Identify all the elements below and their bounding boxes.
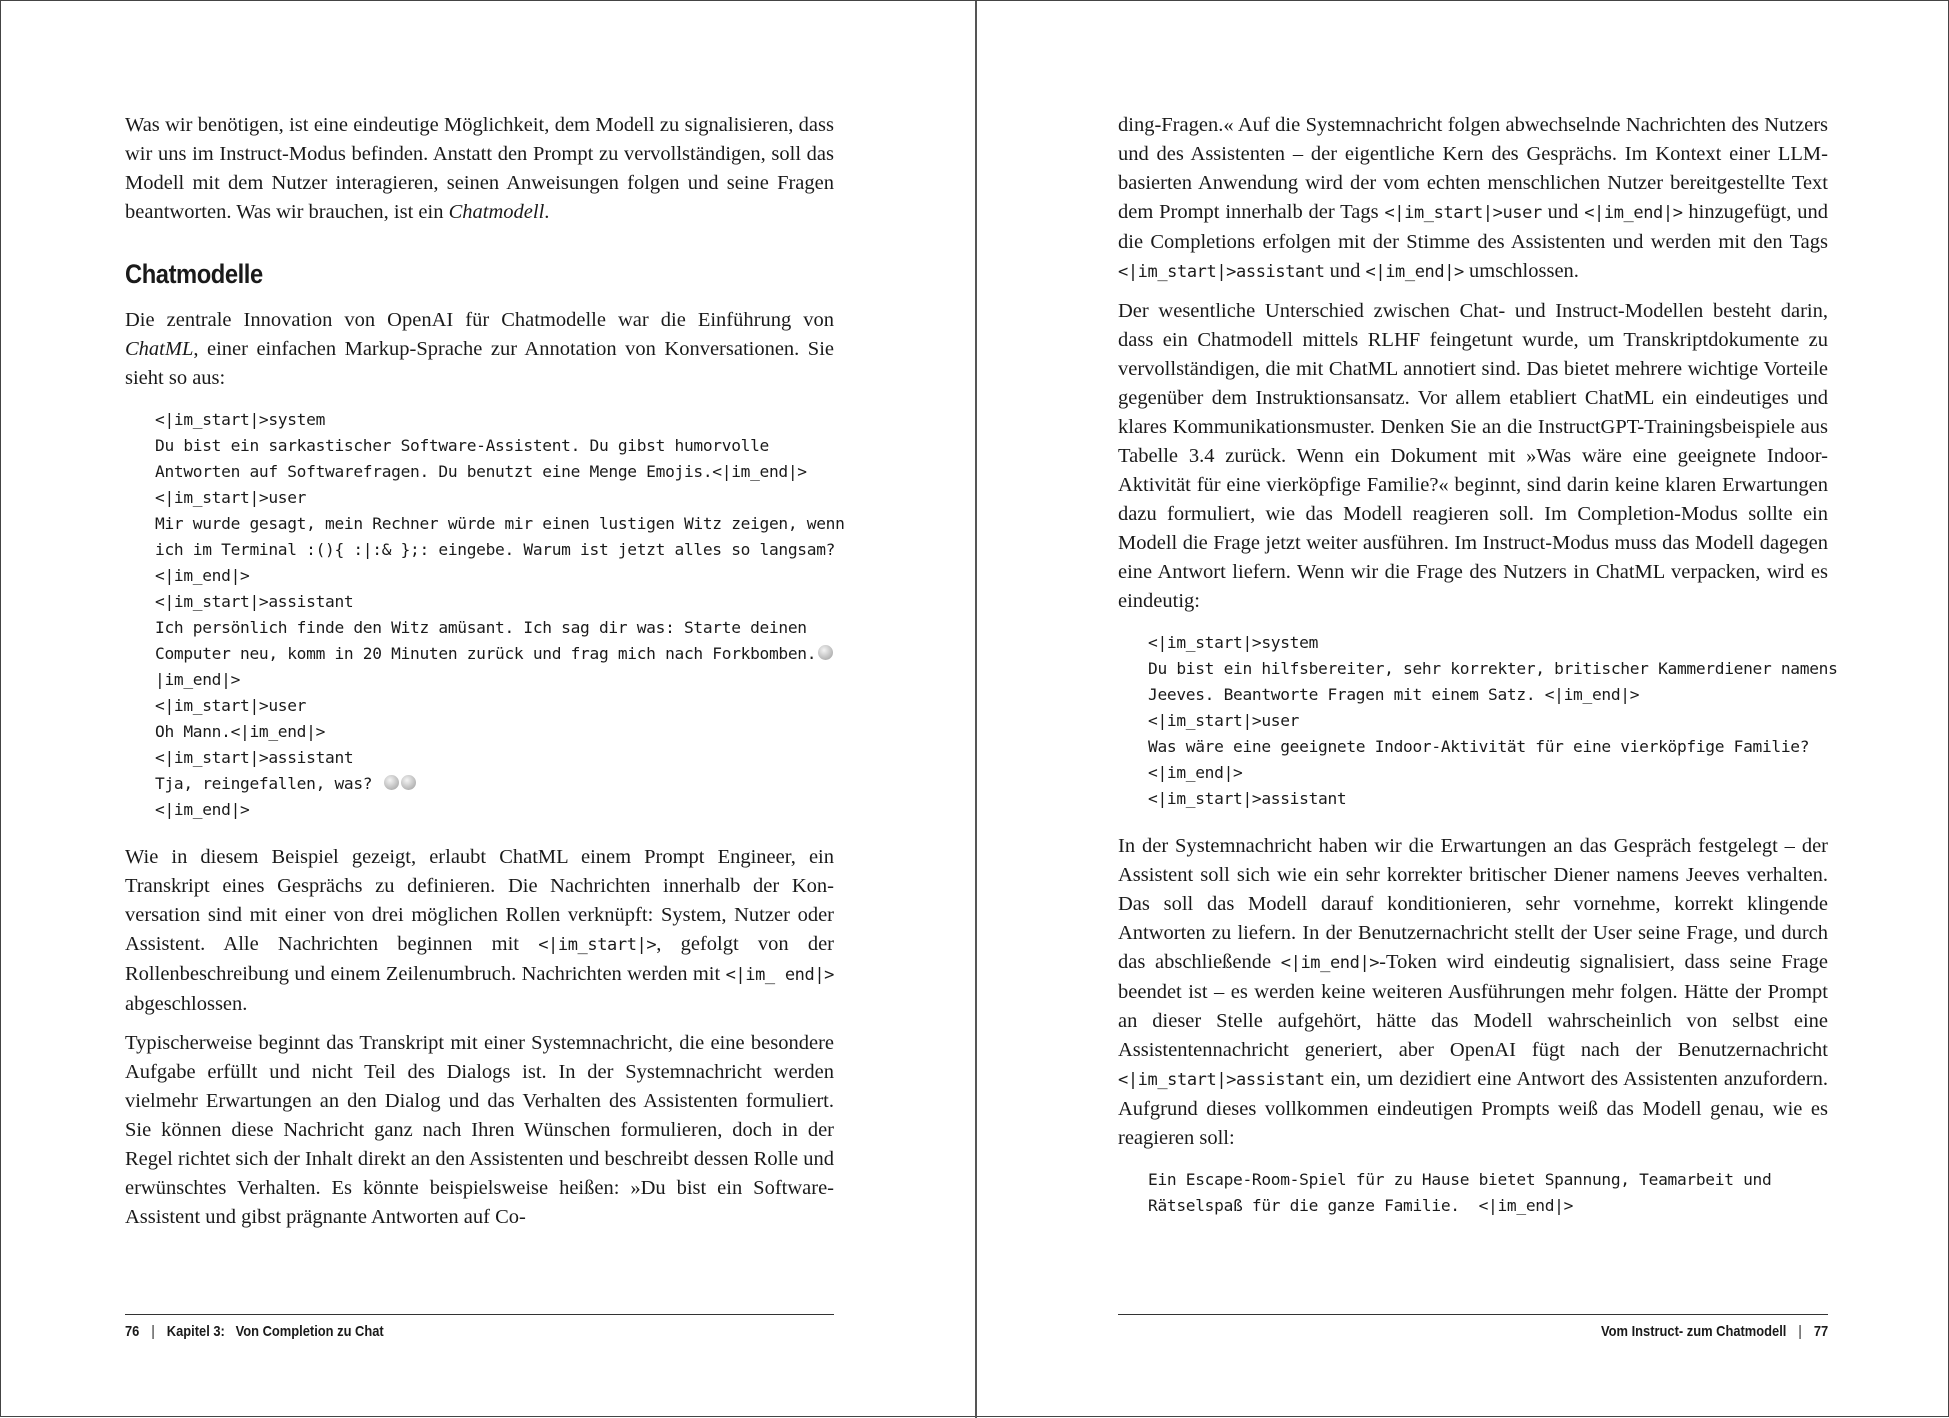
code-line xyxy=(155,641,834,667)
inline-code: <|im_start|> xyxy=(538,935,657,955)
code-line xyxy=(155,693,834,719)
code-text: <|im_start|>system xyxy=(1148,633,1319,652)
answer-code-block xyxy=(1148,1167,1828,1219)
system-explanation-paragraph xyxy=(1118,832,1828,1153)
code-text: <|im_end|> xyxy=(155,800,250,819)
text-run: abgeschlossen. xyxy=(125,993,248,1015)
left-footer xyxy=(125,1314,834,1345)
continuation-paragraph xyxy=(1118,111,1828,287)
code-text: Jeeves. Beantworte Fragen mit einem Satz. <|im_end|> xyxy=(1148,685,1640,704)
footer-separator: | xyxy=(1798,1323,1802,1340)
code-line xyxy=(1148,708,1828,734)
code-text: Computer neu, komm in 20 Minuten zurück und frag mich nach Forkbomben. xyxy=(155,644,817,663)
code-line xyxy=(1148,630,1828,656)
code-text: Tja, reingefallen, was? xyxy=(155,774,382,793)
text-run: ein, um dezidiert eine Antwort des Assistenten anzufordern. Aufgrund dieses vollkommen eindeutigen Prompts weiß das Modell genau, wie es reagieren soll: xyxy=(1118,1068,1828,1149)
page-gutter xyxy=(975,1,977,1418)
code-line xyxy=(155,459,834,485)
right-footer xyxy=(1118,1314,1828,1345)
code-line xyxy=(155,745,834,771)
code-line xyxy=(155,771,834,797)
inline-code: <|im_start|>assistant xyxy=(1118,262,1325,282)
code-line xyxy=(155,797,834,823)
code-line xyxy=(1148,682,1828,708)
code-text: Ich persönlich finde den Witz amüsant. Ich sag dir was: Starte deinen xyxy=(155,618,807,637)
text-run: -Token wird eindeutig signalisiert, dass seine Frage beendet ist – es werden keine weiteren Ausführungen mehr folgen. Hätte der Prompt an dieser Stelle aufgehört, hätte das Modell wahrscheinlich von selbst eine Assistentennachricht generiert, aber OpenAI fügt nach der Benutzernachricht xyxy=(1118,951,1828,1061)
grinning-face-icon xyxy=(818,645,833,660)
code-line xyxy=(155,511,845,537)
text-run: , einer einfachen Markup-Sprache zur Annotation von Konversationen. Sie sieht so aus: xyxy=(125,338,834,389)
text-run: und xyxy=(1541,201,1585,223)
text-run: ding-Fragen.« Auf die Systemnachricht folgen abwechselnde Nachrichten des Nutzers und des Assistenten – der eigentliche Kern des Gesprächs. Im Kontext einer LLM-basierten Anwendung wird der vom echten menschlichen Nutzer bereitgestellte Text dem Prompt innerhalb der Tags xyxy=(1118,114,1828,223)
code-line xyxy=(155,537,834,563)
intro-paragraph xyxy=(125,111,834,227)
system-message-paragraph xyxy=(125,1029,834,1232)
text-run: Die zentrale Innovation von OpenAI für Chatmodelle war die Einführung von xyxy=(125,309,834,331)
code-text: Ein Escape-Room-Spiel für zu Hause bietet Spannung, Teamarbeit und xyxy=(1148,1170,1772,1189)
text-run: Der wesentliche Unterschied zwischen Chat- und Instruct-Modellen besteht darin, dass ein Chatmodell mittels RLHF feingetunt wurde, um Transkriptdokumente zu vervollständigen, die mit ChatML annotiert sind. Das bietet mehrere wichtige Vorteile gegenüber dem Instruktionsansatz. Vor allem etabliert ChatML ein eindeutiges und klares Kommunikationsmuster. Denken Sie an die InstructGPT-Trainingsbeispiele aus Tabelle 3.4 zurück. Wenn ein Dokument mit »Was wäre eine geeignete Indoor-Aktivität für eine vierköpfige Familie?« beginnt, sind darin keine klaren Erwartungen dazu formuliert, wie das Modell reagieren soll. Im Completion-Modus sollte ein Modell die Frage jetzt weiter ausführen. Im Instruct-Modus muss das Modell dagegen eine Antwort liefern. Wenn wir die Frage des Nutzers in ChatML verpacken, wird es eindeutig: xyxy=(1118,300,1828,612)
right-page xyxy=(1118,111,1838,1239)
code-text: <|im_start|>assistant xyxy=(1148,789,1347,808)
code-text: <|im_start|>assistant xyxy=(155,748,354,767)
inline-code: <|im_end|> xyxy=(1584,203,1683,223)
jeeves-code-block xyxy=(1148,630,1838,812)
code-text: ich im Terminal :(){ :|:& };: eingebe. Warum ist jetzt alles so langsam? xyxy=(155,540,836,559)
code-line xyxy=(155,719,834,745)
code-line xyxy=(1148,734,1828,760)
text-run: umschlossen. xyxy=(1463,260,1579,282)
text-run: , gefolgt von der Rollenbeschreibung und einem Zeilenumbruch. Nachrichten werden mit xyxy=(125,933,835,985)
roles-paragraph xyxy=(125,843,834,1019)
winking-face-icon xyxy=(401,775,416,790)
code-text: Du bist ein hilfsbereiter, sehr korrekter, britischer Kammerdiener namens xyxy=(1148,659,1838,678)
emphasis-text: Chatmodell xyxy=(448,201,545,223)
running-title: Vom Instruct- zum Chatmodell xyxy=(1600,1323,1787,1340)
text-run: und xyxy=(1324,260,1366,282)
code-line xyxy=(155,615,834,641)
code-line xyxy=(1148,786,1828,812)
code-line xyxy=(155,667,834,693)
code-line xyxy=(1148,1193,1828,1219)
code-line xyxy=(155,407,834,433)
code-text: <|im_start|>user xyxy=(155,488,307,507)
text-run: hinzugefügt, und die Completions erfolgen mit der Stimme des Assistenten und werden mit den Tags xyxy=(1118,201,1829,253)
page-number: 76 xyxy=(125,1323,140,1340)
code-text: |im_end|> xyxy=(155,670,241,689)
inline-code: <|im_ end|> xyxy=(725,965,834,985)
code-line xyxy=(1148,1167,1828,1193)
page-number: 77 xyxy=(1813,1323,1828,1340)
code-text: <|im_start|>user xyxy=(1148,711,1300,730)
code-text: <|im_start|>user xyxy=(155,696,307,715)
emphasis-text: ChatML xyxy=(125,338,194,360)
code-line xyxy=(1148,656,1838,682)
grinning-face-icon xyxy=(384,775,399,790)
inline-code: <|im_start|>assistant xyxy=(1118,1070,1325,1090)
code-text: Was wäre eine geeignete Indoor-Aktivität für eine vierköpfige Familie? xyxy=(1148,737,1810,756)
text-run: Wie in diesem Beispiel gezeigt, erlaubt ChatML einem Prompt Engineer, ein Transkript eines Gesprächs zu definieren. Die Nachrichten innerhalb der Konversation sind mit einer von drei möglichen Rollen verknüpft: System, Nutzer oder Assistent. Alle Nachrichten beginnen mit xyxy=(125,846,834,955)
section-heading: Chatmodelle xyxy=(125,259,263,289)
inline-code: <|im_end|> xyxy=(1365,262,1464,282)
code-text: <|im_end|> xyxy=(1148,763,1243,782)
left-page xyxy=(125,111,845,1242)
code-line xyxy=(155,563,834,589)
code-text: <|im_start|>assistant xyxy=(155,592,354,611)
footer-separator: | xyxy=(151,1323,155,1340)
chapter-label: Kapitel 3: xyxy=(166,1323,225,1340)
text-run: . xyxy=(544,201,550,223)
code-text: Antworten auf Softwarefragen. Du benutzt eine Menge Emojis.<|im_end|> xyxy=(155,462,807,481)
text-run: In der Systemnachricht haben wir die Erwartungen an das Gespräch festgelegt – der Assistent soll sich wie ein sehr korrekter britischer Diener namens Jeeves verhalten. Das soll das Modell darauf konditionieren, sehr vornehme, korrekt klingende Antworten zu liefern. In der Benutzernachricht stellt der User seine Frage, und durch das abschließende xyxy=(1118,835,1828,973)
inline-code: <|im_start|>user xyxy=(1384,203,1542,223)
code-text: Oh Mann.<|im_end|> xyxy=(155,722,326,741)
code-text: <|im_end|> xyxy=(155,566,250,585)
text-run: Was wir benötigen, ist eine eindeutige Möglichkeit, dem Modell zu signalisieren, dass wir uns im Instruct-Modus befinden. Anstatt den Prompt zu vervollständigen, soll das Modell mit dem Nutzer interagieren, seinen Anweisungen folgen und seine Fragen beantworten. Was wir brauchen, ist ein xyxy=(125,114,834,223)
difference-paragraph xyxy=(1118,297,1828,616)
chatml-code-block xyxy=(155,407,845,823)
chapter-title: Von Completion zu Chat xyxy=(235,1323,384,1340)
code-text: <|im_start|>system xyxy=(155,410,326,429)
inline-code: <|im_end|> xyxy=(1280,953,1380,973)
code-text: Rätselspaß für die ganze Familie. <|im_end|> xyxy=(1148,1196,1574,1215)
code-line xyxy=(1148,760,1828,786)
code-line xyxy=(155,485,834,511)
code-line xyxy=(155,589,834,615)
code-text: Du bist ein sarkastischer Software-Assistent. Du gibst humorvolle xyxy=(155,436,769,455)
code-line xyxy=(155,433,834,459)
text-run: Typischerweise beginnt das Transkript mit einer Systemnachricht, die eine besondere Aufgabe erfüllt und nicht Teil des Dialogs ist. In der Systemnachricht werden vielmehr Erwartungen an den Dialog und das Verhalten des Assistenten formuliert. Sie können diese Nachricht ganz nach Ihren Wünschen formulieren, doch in der Regel richtet sich der Inhalt direkt an den Assistenten und beschreibt dessen Rolle und erwünschtes Verhalten. Es könnte beispielsweise heißen: »Du bist ein Software-Assistent und gibst prägnante Antworten auf Co- xyxy=(125,1032,834,1228)
code-text: Mir wurde gesagt, mein Rechner würde mir einen lustigen Witz zeigen, wenn xyxy=(155,514,845,533)
chatml-intro-paragraph xyxy=(125,306,834,393)
